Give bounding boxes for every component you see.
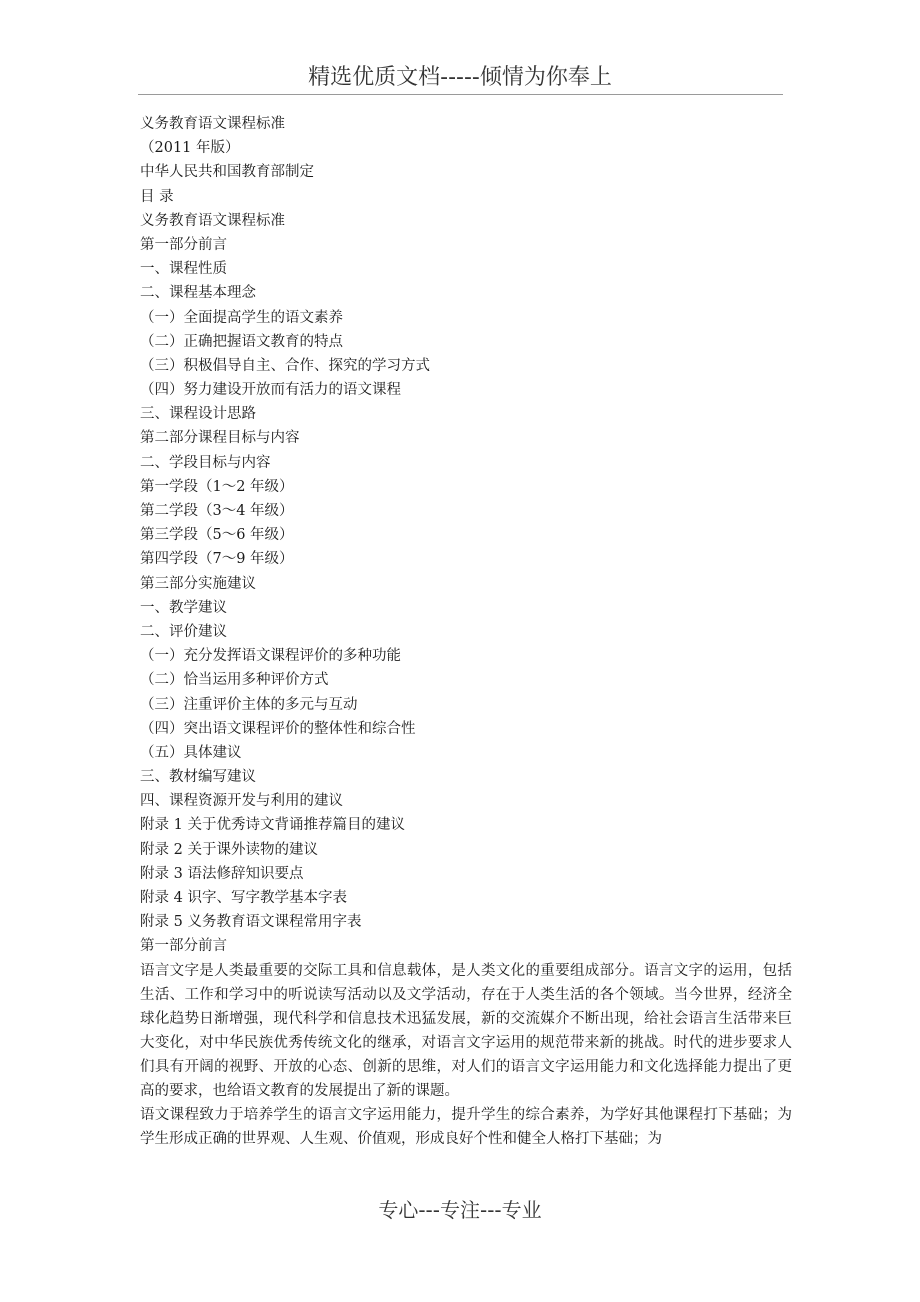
page-header: 精选优质文档-----倾情为你奉上 [308,65,612,90]
toc-line: （二）恰当运用多种评价方式 [140,672,329,689]
toc-line: 一、教学建议 [140,599,227,616]
toc-line: 三、课程设计思路 [140,406,256,423]
body-paragraph: 语言文字是人类最重要的交际工具和信息载体，是人类文化的重要组成部分。语言文字的运用，包括生活、工作和学习中的听说读写活动以及文学活动，存在于人类生活的各个领域。当今世界，经济全球化趋势日渐增强，现代科学和信息技术迅猛发展，新的交流媒介不断出现，给社会语言生活带来巨大变化，对中华民族优秀传统文化的继承，对语言文字运用的规范带来新的挑战。时代的进步要求人们具有开阔的视野、开放的心态、创新的思维，对人们的语言文字运用能力和文化选择能力提出了更高的要求，也给语文教育的发展提出了新的课题。 [140,962,792,1099]
toc-line: 第一部分前言 [140,236,227,253]
toc-line: （四）突出语文课程评价的整体性和综合性 [140,720,416,737]
toc-line: 第二学段（3～4 年级） [140,503,294,519]
toc-line: （五）具体建议 [140,744,242,761]
page-footer: 专心---专注---专业 [378,1198,542,1222]
toc-line: 附录 5 义务教育语文课程常用字表 [140,914,362,931]
toc-line: （一）充分发挥语文课程评价的多种功能 [140,648,401,665]
toc-line: （三）积极倡导自主、合作、探究的学习方式 [140,357,430,374]
toc-line: 第二部分课程目标与内容 [140,430,300,447]
doc-edition: （2011 年版） [140,140,240,157]
toc-line: 附录 4 识字、写字教学基本字表 [140,890,347,906]
toc-line: 第三部分实施建议 [140,575,256,592]
toc-line: 附录 3 语法修辞知识要点 [140,865,304,882]
toc-line: 附录 1 关于优秀诗文背诵推荐篇目的建议 [140,817,405,834]
header-divider [138,94,783,95]
toc-line: （四）努力建设开放而有活力的语文课程 [140,382,401,399]
toc-line: 第一学段（1～2 年级） [140,478,294,495]
doc-issuer: 中华人民共和国教育部制定 [140,164,314,181]
toc-line: 二、课程基本理念 [140,285,256,302]
section-heading: 第一部分前言 [140,938,227,955]
toc-line: 义务教育语文课程标准 [140,212,285,229]
toc-line: 第四学段（7～9 年级） [140,551,294,568]
toc-line: 四、课程资源开发与利用的建议 [140,793,343,810]
toc-line: 二、学段目标与内容 [140,454,271,471]
toc-line: 三、教材编写建议 [140,769,256,786]
toc-line: 第三学段（5～6 年级） [140,527,294,544]
toc-line: 二、评价建议 [140,623,227,640]
body-paragraph: 语文课程致力于培养学生的语言文字运用能力，提升学生的综合素养，为学好其他课程打下基础；为学生形成正确的世界观、人生观、价值观，形成良好个性和健全人格打下基础；为 [140,1106,792,1147]
toc-line: 一、课程性质 [140,261,227,278]
toc-heading: 目 录 [140,188,174,205]
toc-line: （一）全面提高学生的语文素养 [140,309,343,326]
toc-line: （三）注重评价主体的多元与互动 [140,696,358,713]
toc-line: （二）正确把握语文教育的特点 [140,333,343,350]
doc-title: 义务教育语文课程标准 [140,116,285,132]
document-body [140,112,792,1151]
toc-line: 附录 2 关于课外读物的建议 [140,841,318,858]
